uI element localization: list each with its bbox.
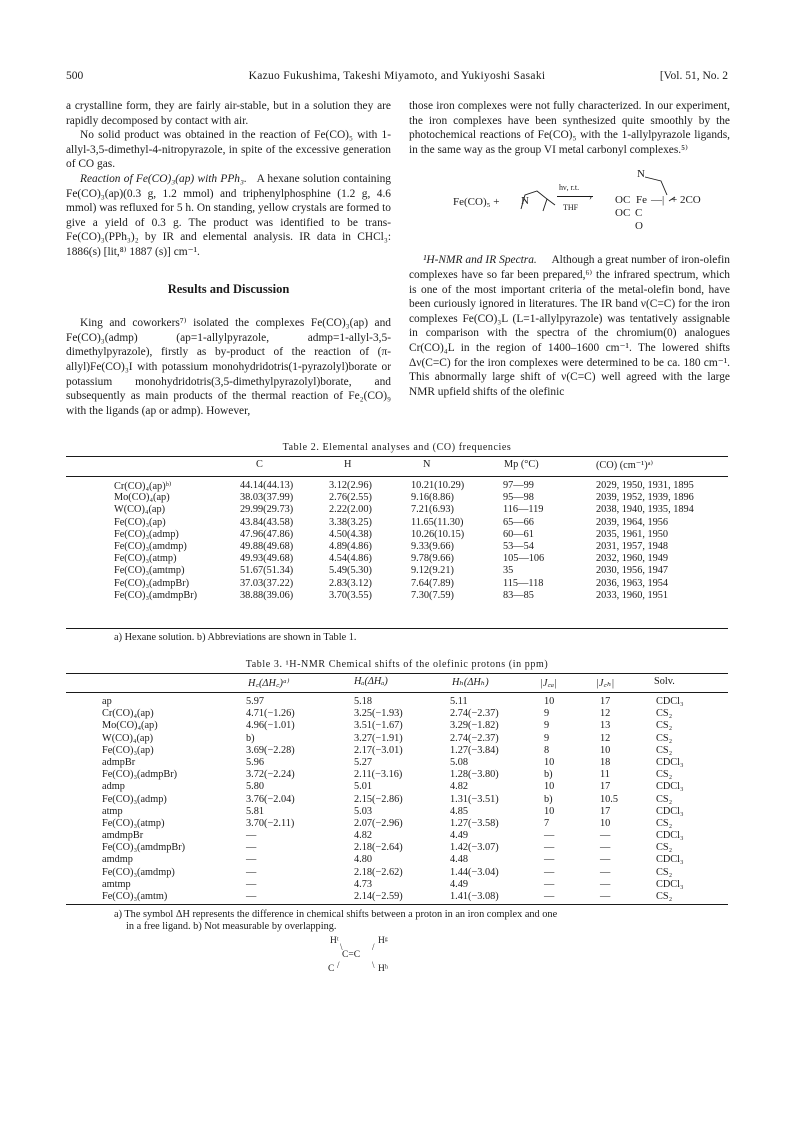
table-cell: CS₂ <box>656 866 673 878</box>
table-row <box>66 578 728 590</box>
table-row <box>66 708 728 720</box>
table-cell: 95—98 <box>503 492 534 504</box>
struct-bond-icon: \ <box>372 960 375 970</box>
table-cell: CS₂ <box>656 842 673 854</box>
table3-body <box>66 696 728 903</box>
table-row <box>66 769 728 781</box>
table-cell: 3.25(−1.93) <box>354 708 403 720</box>
table-cell-compound: Fe(CO)₃(admp) <box>114 528 179 540</box>
table-cell: 9 <box>544 720 550 732</box>
table-cell: 2035, 1961, 1950 <box>596 528 669 540</box>
table-cell: 2.83(3.12) <box>329 577 372 589</box>
table-cell-compound: admpBr <box>102 756 136 768</box>
table-cell: 2031, 1957, 1948 <box>596 540 669 552</box>
table-cell: — <box>600 866 611 878</box>
table2-top-rule <box>66 456 728 457</box>
table-cell-compound: Fe(CO)₃(ap) <box>102 744 154 756</box>
table-cell: 10.26(10.15) <box>411 528 465 540</box>
struct-ht: Hᵗ <box>330 936 339 946</box>
table-cell: 9.16(8.86) <box>411 492 454 504</box>
table-row <box>66 867 728 879</box>
table-cell: CDCl₃ <box>656 854 684 866</box>
table2-footnote: a) Hexane solution. b) Abbreviations are shown in Table 1. <box>114 632 357 643</box>
table-cell-compound: Fe(CO)₃(amtmp) <box>114 565 185 577</box>
reaction-arrow <box>557 196 593 197</box>
table-cell-compound: Fe(CO)₃(amtm) <box>102 891 168 902</box>
table-row <box>66 830 728 842</box>
struct-c: C <box>328 964 335 974</box>
table-cell: CDCl₃ <box>656 878 684 890</box>
table-cell: 44.14(44.13) <box>240 480 294 491</box>
table-cell: 53—54 <box>503 540 534 552</box>
table-cell: 115—118 <box>503 577 544 589</box>
table-cell: 60—61 <box>503 528 534 540</box>
table-cell: 38.88(39.06) <box>240 589 294 601</box>
table-cell: 13 <box>600 720 611 732</box>
table-cell: — <box>246 830 257 842</box>
table-cell: 2.14(−2.59) <box>354 891 403 902</box>
table-cell: 17 <box>600 805 611 817</box>
table-cell: 2.22(2.00) <box>329 504 372 516</box>
table3-top-rule <box>66 673 728 674</box>
table-cell: 9.78(9.66) <box>411 553 454 565</box>
table-cell: 1.27(−3.84) <box>450 744 499 756</box>
table-row <box>66 745 728 757</box>
table3-caption: Table 3. ¹H-NMR Chemical shifts of the olefinic protons (in ppm) <box>245 659 549 670</box>
table-cell: 1.31(−3.51) <box>450 793 499 805</box>
struct-hg: Hᵍ <box>378 936 388 946</box>
scheme-n-label: N <box>521 195 529 208</box>
scheme-reactant: Fe(CO)₅ + <box>453 196 500 209</box>
table-cell: CS₂ <box>656 769 673 781</box>
table-cell: — <box>600 891 611 902</box>
table-cell-compound: ap <box>102 696 112 707</box>
table-cell: CS₂ <box>656 708 673 720</box>
table-cell: 49.93(49.68) <box>240 553 294 565</box>
table-cell: 3.38(3.25) <box>329 516 372 528</box>
struct-cc: C=C <box>342 950 361 960</box>
table-cell: 2.15(−2.86) <box>354 793 403 805</box>
table-cell: 10.5 <box>600 793 619 805</box>
table3-header-jca: |J꜀ₐ| <box>540 678 557 689</box>
table-cell: 4.96(−1.01) <box>246 720 295 732</box>
table-cell: 5.80 <box>246 781 265 793</box>
paragraph: a crystalline form, they are fairly air-stable, but in a solution they are rapidly decomposed by contact with air. <box>66 100 391 127</box>
table-cell: 4.82 <box>450 781 469 793</box>
table-cell: 2.18(−2.62) <box>354 866 403 878</box>
table-cell: 5.01 <box>354 781 373 793</box>
scheme-oc1: OC <box>615 194 631 207</box>
table-cell: 17 <box>600 696 611 707</box>
paragraph <box>66 172 391 260</box>
scheme-n-top: N <box>637 168 645 181</box>
table-row <box>66 696 728 708</box>
table-cell: CS₂ <box>656 891 673 902</box>
table-cell: 7.64(7.89) <box>411 577 454 589</box>
table-cell: 4.54(4.86) <box>329 553 372 565</box>
table-cell: 2.18(−2.64) <box>354 842 403 854</box>
table-cell: CS₂ <box>656 793 673 805</box>
table-cell: — <box>544 891 555 902</box>
table-cell: 2.17(−3.01) <box>354 744 403 756</box>
table-cell: — <box>246 866 257 878</box>
table-cell: — <box>246 842 257 854</box>
paragraph-text: Although a great number of iron-olefin complexes have so far been prepared,⁶⁾ the infrared spectrum, which is one of the most important criteria of the metal-olefin bond, have been curiously ignored in literatures. The IR band ν(C=C) for the iron complexes Fe(CO)₃L (L=1-allylpyrazole) was tentatively assignable in comparison with the spectra of the chromium(0) analogues Cr(CO)₄L in the region of 1400–1600 cm⁻¹. The lowered shifts Δν(C=C) for the iron complexes were determined to be ca. 180 cm⁻¹. This abnormally large shift of ν(C=C) well agreed with the large NMR upfield shifts of the olefinic <box>409 254 730 398</box>
table-cell: 17 <box>600 781 611 793</box>
table-cell-compound: Fe(CO)₃(amdmp) <box>102 866 175 878</box>
table-cell: 9.12(9.21) <box>411 565 454 577</box>
table-row <box>66 891 728 903</box>
table-cell: 49.88(49.68) <box>240 540 294 552</box>
table2-header-h: H <box>344 459 352 470</box>
table-cell: 5.49(5.30) <box>329 565 372 577</box>
table-cell-compound: Fe(CO)₃(atmp) <box>102 817 165 829</box>
table-cell: 38.03(37.99) <box>240 492 294 504</box>
table-cell: — <box>600 854 611 866</box>
table-cell: 4.49 <box>450 830 469 842</box>
paragraph: those iron complexes were not fully characterized. In our experiment, the iron complexes have been synthesized quite smoothly by the photochemical reactions of Fe(CO)₅ with the 1-allylpyrazole ligands, in the same way as the group VI metal carbonyl complexes.⁵⁾ <box>409 100 730 156</box>
table-cell-compound: Cr(CO)₄(ap)ᵇ⁾ <box>114 481 172 492</box>
scheme-conditions-bottom: THF <box>563 203 579 213</box>
table-cell: 35 <box>503 565 514 577</box>
table-cell: b) <box>544 769 553 781</box>
volume-info: [Vol. 51, No. 2 <box>659 70 728 82</box>
table2-header-rule <box>66 476 728 477</box>
table-row <box>66 757 728 769</box>
paragraph-heading: Reaction of Fe(CO)₃(ap) with PPh₃. <box>80 172 247 185</box>
table-cell: — <box>246 854 257 866</box>
table-row <box>66 794 728 806</box>
paragraph: King and coworkers⁷⁾ isolated the complexes Fe(CO)₃(ap) and Fe(CO)₃(admp) (ap=1-allylpyrazole, admp=1-allyl-3,5-dimethylpyrazole), firstly as by-product of the reaction of (π-allyl)Fe(CO)₃I with potassium monohydridotris(1-pyrazolyl)borate or potassium monohydridotris(3,5-dimethylpyrazolyl)borate, and subsequently as main products of the thermal reaction of Fe₂(CO)₉ with the ligands (ap or admp). However, <box>66 317 391 417</box>
table-cell: 37.03(37.22) <box>240 577 294 589</box>
table-cell: b) <box>544 793 553 805</box>
table-cell: — <box>544 830 555 842</box>
table-cell: 7.30(7.59) <box>411 589 454 601</box>
table-cell: 1.41(−3.08) <box>450 891 499 902</box>
table-cell: 12 <box>600 708 611 720</box>
table-cell: — <box>246 891 257 902</box>
table-cell: 3.70(3.55) <box>329 589 372 601</box>
table-cell: 3.69(−2.28) <box>246 744 295 756</box>
table-row <box>66 492 728 504</box>
table-cell: 1.44(−3.04) <box>450 866 499 878</box>
table-cell: 10 <box>600 744 611 756</box>
right-column <box>409 99 730 399</box>
table-cell: — <box>600 830 611 842</box>
table-row <box>66 842 728 854</box>
table-cell-compound: Fe(CO)₃(admp) <box>102 793 167 805</box>
running-header <box>66 70 728 86</box>
table-cell: b) <box>246 732 255 744</box>
table-cell: — <box>600 878 611 890</box>
table3-header-ha: Hₐ(ΔHₐ) <box>354 676 388 687</box>
table-cell: 5.97 <box>246 696 265 707</box>
table-cell: 4.73 <box>354 878 373 890</box>
table-row <box>66 480 728 492</box>
table-cell: 51.67(51.34) <box>240 565 294 577</box>
scheme-bond-icon: —| <box>651 194 665 207</box>
table-cell: 3.12(2.96) <box>329 480 372 491</box>
table-cell: 29.99(29.73) <box>240 504 294 516</box>
table-row <box>66 818 728 830</box>
table-cell-compound: Fe(CO)₃(amdmp) <box>114 540 187 552</box>
table-cell: 7.21(6.93) <box>411 504 454 516</box>
table-cell: CDCl₃ <box>656 830 684 842</box>
table2-header-row <box>66 459 728 473</box>
table-cell: 4.50(4.38) <box>329 528 372 540</box>
table-cell: 4.80 <box>354 854 373 866</box>
table-cell: 43.84(43.58) <box>240 516 294 528</box>
table-cell-compound: W(CO)₄(ap) <box>102 732 154 744</box>
table3-header-rule <box>66 692 728 693</box>
struct-bond-icon: / <box>337 960 340 970</box>
left-column <box>66 99 391 418</box>
table3-header-jch: |J꜀ₕ| <box>596 678 615 689</box>
table-cell: 2.74(−2.37) <box>450 708 499 720</box>
table2-body <box>66 480 728 602</box>
scheme-o: O <box>635 220 643 233</box>
authors: Kazuo Fukushima, Takeshi Miyamoto, and Yukiyoshi Sasaki <box>248 70 546 82</box>
table-cell: — <box>246 878 257 890</box>
reaction-scheme <box>409 163 730 247</box>
table3-header-solv: Solv. <box>654 676 675 687</box>
table-row <box>66 553 728 565</box>
table2-caption: Table 2. Elemental analyses and (CO) frequencies <box>282 442 512 453</box>
table-row <box>66 541 728 553</box>
table-cell: 11.65(11.30) <box>411 516 464 528</box>
table-cell: 2039, 1952, 1939, 1896 <box>596 492 694 504</box>
table-row <box>66 590 728 602</box>
table-cell-compound: Fe(CO)₃(amdmpBr) <box>114 589 198 601</box>
table-cell: 5.11 <box>450 696 468 707</box>
table-cell-compound: Fe(CO)₃(admpBr) <box>102 769 178 781</box>
table-cell: 1.28(−3.80) <box>450 769 499 781</box>
table-cell: 7 <box>544 817 550 829</box>
table-cell: CS₂ <box>656 817 673 829</box>
table-cell: 9.33(9.66) <box>411 540 454 552</box>
table-cell: 47.96(47.86) <box>240 528 294 540</box>
table-cell: 9 <box>544 732 550 744</box>
table-cell: 5.96 <box>246 756 265 768</box>
table-cell: 5.03 <box>354 805 373 817</box>
table-cell: — <box>544 854 555 866</box>
table-cell-compound: Fe(CO)₃(atmp) <box>114 553 177 565</box>
table-cell: 4.82 <box>354 830 373 842</box>
table-cell: 5.81 <box>246 805 265 817</box>
olefin-structure <box>328 936 448 996</box>
table-cell: 2036, 1963, 1954 <box>596 577 669 589</box>
table-cell: CDCl₃ <box>656 781 684 793</box>
table-cell: 10 <box>600 817 611 829</box>
table-cell: CS₂ <box>656 732 673 744</box>
table-row <box>66 733 728 745</box>
table-cell-compound: Cr(CO)₄(ap) <box>102 708 154 720</box>
table-cell: 4.85 <box>450 805 469 817</box>
table3 <box>66 676 728 690</box>
table2-header-mp: Mp (°C) <box>504 459 539 470</box>
table-cell: CS₂ <box>656 744 673 756</box>
table-cell: 1.42(−3.07) <box>450 842 499 854</box>
table-cell: 97—99 <box>503 480 534 491</box>
table-row <box>66 781 728 793</box>
table-cell: 83—85 <box>503 589 534 601</box>
table-cell: 2.07(−2.96) <box>354 817 403 829</box>
table-cell-compound: atmp <box>102 805 123 817</box>
scheme-c: C <box>635 207 643 220</box>
table-cell: 10 <box>544 781 555 793</box>
struct-bond-icon: / <box>372 942 375 952</box>
table-cell: 10 <box>544 756 555 768</box>
table-row <box>66 720 728 732</box>
table-cell: 2039, 1964, 1956 <box>596 516 669 528</box>
table-cell-compound: Mo(CO)₄(ap) <box>114 492 170 504</box>
table-cell: 3.29(−1.82) <box>450 720 499 732</box>
table-cell: 10 <box>544 696 555 707</box>
table-cell: CDCl₃ <box>656 756 684 768</box>
table-cell: 65—66 <box>503 516 534 528</box>
table-row <box>66 806 728 818</box>
table-cell-compound: Fe(CO)₃(ap) <box>114 516 166 528</box>
table-cell: CS₂ <box>656 720 673 732</box>
table-cell: 10 <box>544 805 555 817</box>
table-cell: 5.18 <box>354 696 373 707</box>
table-cell: CDCl₃ <box>656 805 684 817</box>
paragraph: No solid product was obtained in the reaction of Fe(CO)₅ with 1-allyl-3,5-dimethyl-4-nitropyrazole, in spite of the excessive generation of CO gas. <box>66 129 391 171</box>
table-cell: 2032, 1960, 1949 <box>596 553 669 565</box>
scheme-oc2: OC <box>615 207 631 220</box>
page-number: 500 <box>66 70 84 82</box>
table-cell-compound: W(CO)₄(ap) <box>114 504 166 516</box>
table3-footnote-2: in a free ligand. b) Not measurable by overlapping. <box>126 921 337 932</box>
table-row <box>66 565 728 577</box>
table-cell: 2033, 1960, 1951 <box>596 589 669 601</box>
table-cell: 116—119 <box>503 504 544 516</box>
table-cell-compound: amtmp <box>102 878 131 890</box>
table-cell: 5.27 <box>354 756 373 768</box>
table-cell: — <box>544 866 555 878</box>
table3-bottom-rule <box>66 904 728 905</box>
table-cell-compound: amdmpBr <box>102 830 144 842</box>
table2-header-n: N <box>423 459 431 470</box>
table-cell: 4.48 <box>450 854 469 866</box>
table-cell: 9 <box>544 708 550 720</box>
table-cell: 18 <box>600 756 611 768</box>
table3-header-row <box>66 676 728 690</box>
scheme-product: + 2CO <box>671 194 701 207</box>
table-cell-compound: admp <box>102 781 125 793</box>
table3-footnote-1: a) The symbol ΔH represents the difference in chemical shifts between a proton in an iron complex and one <box>114 909 558 920</box>
table-cell: 105—106 <box>503 553 545 565</box>
table-cell: 4.49 <box>450 878 469 890</box>
table-cell: CDCl₃ <box>656 696 684 707</box>
table-cell: — <box>544 878 555 890</box>
table-cell: — <box>544 842 555 854</box>
arrow-head-icon: › <box>589 192 592 203</box>
table-cell: 2.74(−2.37) <box>450 732 499 744</box>
table-cell: 10.21(10.29) <box>411 480 465 491</box>
table-cell: 8 <box>544 744 550 756</box>
paragraph-heading: ¹H-NMR and IR Spectra. <box>423 254 537 267</box>
table2 <box>66 459 728 473</box>
table2-bottom-rule <box>66 628 728 629</box>
struct-hh: Hʰ <box>378 964 388 974</box>
section-title: Results and Discussion <box>167 281 290 296</box>
table-cell-compound: Mo(CO)₄(ap) <box>102 720 158 732</box>
table-cell: 12 <box>600 732 611 744</box>
struct-bond-icon: \ <box>340 942 343 952</box>
scheme-conditions-top: hν, r.t. <box>559 183 580 193</box>
table-cell: 2029, 1950, 1931, 1895 <box>596 480 694 491</box>
table-row <box>66 854 728 866</box>
table-row <box>66 879 728 891</box>
table-cell: 4.71(−1.26) <box>246 708 295 720</box>
table-cell: 2.11(−3.16) <box>354 769 403 781</box>
table-cell-compound: Fe(CO)₃(amdmpBr) <box>102 842 186 854</box>
table-cell: 3.72(−2.24) <box>246 769 295 781</box>
table-cell: 11 <box>600 769 610 781</box>
table-cell: 4.89(4.86) <box>329 540 372 552</box>
table-cell: 5.08 <box>450 756 469 768</box>
table2-header-co: (CO) (cm⁻¹)ᵃ⁾ <box>596 460 654 471</box>
table-cell: 3.76(−2.04) <box>246 793 295 805</box>
table-cell: 3.27(−1.91) <box>354 732 403 744</box>
table-cell: — <box>600 842 611 854</box>
table-cell: 3.70(−2.11) <box>246 817 295 829</box>
table-row <box>66 504 728 516</box>
table-cell: 2038, 1940, 1935, 1894 <box>596 504 694 516</box>
table-row <box>66 529 728 541</box>
table-cell: 1.27(−3.58) <box>450 817 499 829</box>
table3-header-hc: H꜀(ΔH꜀)ᵃ⁾ <box>248 678 290 689</box>
table-cell: 3.51(−1.67) <box>354 720 403 732</box>
table-cell-compound: Fe(CO)₃(admpBr) <box>114 577 190 589</box>
table-row <box>66 517 728 529</box>
table-cell: 2.76(2.55) <box>329 492 372 504</box>
table-cell-compound: amdmp <box>102 854 133 866</box>
table3-header-hh: Hₕ(ΔHₕ) <box>452 677 489 688</box>
paragraph <box>409 253 730 399</box>
table2-header-c: C <box>256 459 263 470</box>
scheme-fe: Fe <box>636 194 647 207</box>
table-cell: 2030, 1956, 1947 <box>596 565 669 577</box>
paragraph-text: A hexane solution containing Fe(CO)₃(ap)(0.3 g, 1.2 mmol) and triphenylphosphine (1.2 g, 4.6 mmol) was refluxed for 5 h. On standing, yellow crystals are formed to give a yield of 0.3 g. The product was identified to be trans-Fe(CO)₃(PPh₃)₂ by IR and elemental analysis. IR data in CHCl₃: 1886(s) [lit,⁸⁾ 1887 (s)] cm⁻¹. <box>66 172 391 258</box>
